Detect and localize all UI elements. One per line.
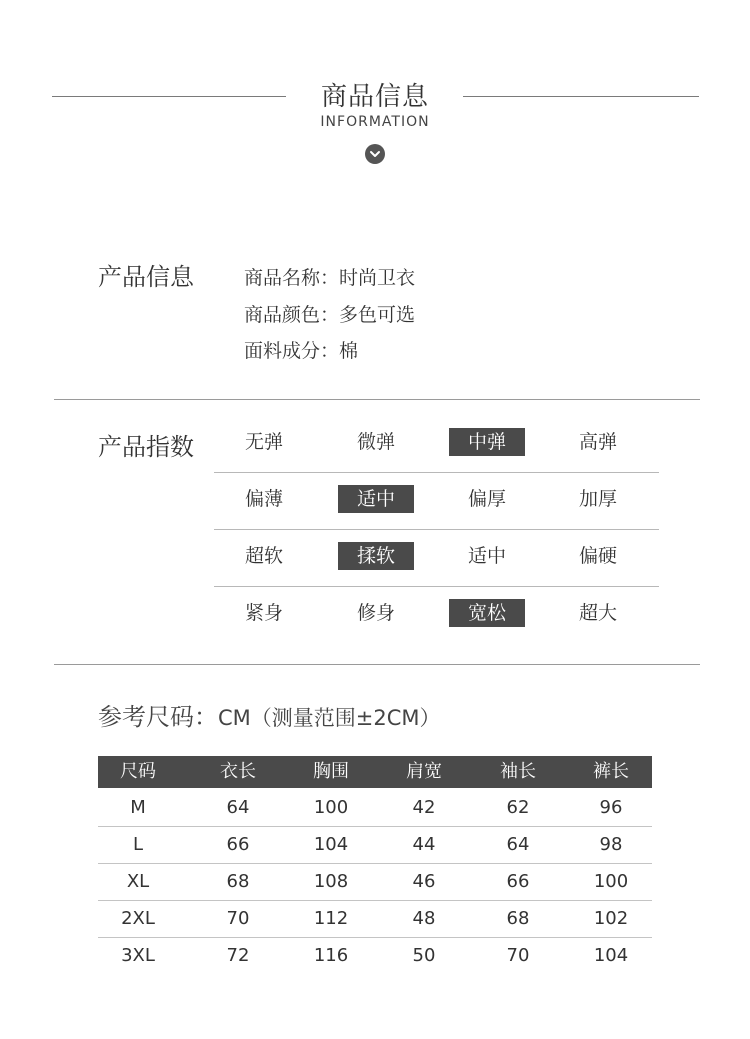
table-cell: L	[132, 834, 144, 855]
table-cell: M	[130, 797, 146, 818]
index-option: 适中	[467, 545, 506, 567]
index-option: 偏硬	[578, 545, 617, 567]
index-option-selected: 适中	[338, 485, 414, 513]
product-info-label: 产品信息	[98, 263, 194, 291]
index-option: 修身	[356, 602, 395, 624]
table-cell: 62	[506, 797, 530, 818]
table-row	[98, 790, 652, 827]
size-table-header	[98, 756, 652, 788]
info-line: 面料成分：棉	[244, 340, 359, 362]
table-cell: 98	[599, 834, 623, 855]
index-option: 偏厚	[467, 488, 506, 510]
table-cell: 44	[412, 834, 436, 855]
table-row	[98, 938, 652, 974]
table-header-cell: 肩宽	[406, 761, 442, 782]
table-cell: 112	[313, 908, 349, 929]
table-cell: 2XL	[121, 908, 155, 929]
section-divider	[54, 664, 700, 665]
table-cell: 116	[313, 945, 349, 966]
index-option-selected: 中弹	[449, 428, 525, 456]
table-header-cell: 胸围	[313, 761, 349, 782]
table-row	[98, 864, 652, 901]
index-option: 紧身	[244, 602, 283, 624]
index-row	[214, 529, 659, 587]
info-line: 商品名称：时尚卫衣	[244, 267, 416, 289]
index-option-selected: 揉软	[338, 542, 414, 570]
table-cell: 68	[506, 908, 530, 929]
index-option: 偏薄	[244, 488, 283, 510]
index-option: 加厚	[578, 488, 617, 510]
index-option: 微弹	[356, 431, 395, 453]
index-row	[214, 472, 659, 530]
table-row	[98, 901, 652, 938]
table-cell: 100	[593, 871, 629, 892]
table-cell: 100	[313, 797, 349, 818]
index-option-selected: 宽松	[449, 599, 525, 627]
table-header-cell: 衣长	[220, 761, 256, 782]
table-cell: 50	[412, 945, 436, 966]
index-option: 超软	[244, 545, 283, 567]
index-row	[214, 586, 659, 643]
table-cell: 104	[313, 834, 349, 855]
table-cell: 108	[313, 871, 349, 892]
table-cell: 64	[226, 797, 250, 818]
index-option: 超大	[578, 602, 617, 624]
page-subtitle: INFORMATION	[320, 114, 430, 130]
info-line: 商品颜色：多色可选	[244, 304, 416, 326]
size-chart-label: 参考尺码：	[98, 703, 218, 731]
table-header-cell: 裤长	[593, 761, 629, 782]
table-header-cell: 尺码	[120, 761, 156, 782]
table-cell: 70	[506, 945, 530, 966]
section-divider	[54, 399, 700, 400]
table-cell: 42	[412, 797, 436, 818]
size-chart-title	[98, 697, 441, 732]
table-cell: 68	[226, 871, 250, 892]
table-cell: 102	[593, 908, 629, 929]
table-cell: 72	[226, 945, 250, 966]
table-header-cell: 袖长	[500, 761, 536, 782]
table-cell: 3XL	[121, 945, 155, 966]
table-cell: 66	[226, 834, 250, 855]
table-cell: XL	[126, 871, 150, 892]
table-row	[98, 827, 652, 864]
chevron-down-icon	[365, 144, 385, 164]
index-row	[214, 415, 659, 473]
index-option: 无弹	[244, 431, 283, 453]
size-unit-note: CM（测量范围±2CM）	[218, 706, 441, 730]
product-index-label: 产品指数	[98, 433, 194, 461]
index-option: 高弹	[578, 431, 617, 453]
table-cell: 66	[506, 871, 530, 892]
table-cell: 70	[226, 908, 250, 929]
table-cell: 48	[412, 908, 436, 929]
table-cell: 96	[599, 797, 623, 818]
table-cell: 46	[412, 871, 436, 892]
page-title: 商品信息	[320, 82, 429, 112]
table-cell: 104	[593, 945, 629, 966]
table-cell: 64	[506, 834, 530, 855]
